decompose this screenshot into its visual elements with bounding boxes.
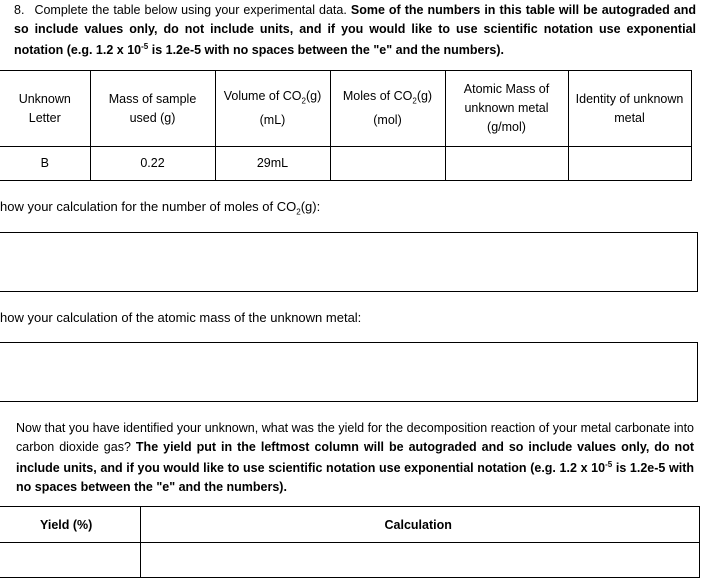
table-row (0, 147, 691, 181)
cell-mass[interactable]: 0.22 (90, 147, 215, 181)
yield-autograde-note-end: is 1.2e-5 with no spaces between the "e" and the numbers). (16, 461, 695, 494)
atomic-mass-prompt: how your calculation of the atomic mass of the unknown metal: (0, 310, 362, 325)
yield-header-row (0, 507, 699, 543)
moles-calculation-prompt: how your calculation for the number of moles of $CO_2(g)$: (0, 199, 321, 217)
yield-question (16, 419, 694, 496)
header-moles-co2: Moles of $CO_2(g)$ (mol) (330, 71, 445, 147)
cell-yield[interactable] (0, 543, 140, 578)
table-header-row (0, 71, 691, 147)
cell-calculation[interactable] (140, 543, 699, 578)
yield-table (0, 506, 700, 578)
header-identity: Identity of unknown metal (568, 71, 691, 147)
header-volume-co2: Volume of $CO_2(g)$ (mL) (215, 71, 330, 147)
atomic-mass-calculation-box[interactable] (0, 342, 698, 402)
cell-identity[interactable] (568, 147, 691, 181)
exponent: -5 (605, 460, 613, 469)
header-mass-sample: Mass of sample used (g) (90, 71, 215, 147)
yield-question-text: Now that you have identified your unknown, what was the yield for the decomposition reaction of your metal carbonate into carbon dioxide gas? (16, 421, 694, 454)
cell-atomic-mass[interactable] (445, 147, 568, 181)
cell-moles[interactable] (330, 147, 445, 181)
cell-letter[interactable]: B (0, 147, 90, 181)
moles-calculation-box[interactable] (0, 232, 698, 292)
data-table (0, 70, 692, 181)
header-unknown-letter: Unknown Letter (0, 71, 90, 147)
table-row (0, 543, 699, 578)
header-yield: Yield (%) (0, 507, 140, 543)
question-number: 8. (14, 3, 25, 17)
exponent: -5 (141, 42, 149, 51)
question-intro: Complete the table below using your experimental data. (34, 3, 347, 17)
yield-autograde-note: The yield put in the leftmost column will be autograded and so include values only, do not include units, and if you would like to use scientific notation use exponential notation (e.g. 1.2 x 10 (16, 439, 694, 476)
cell-volume[interactable]: 29mL (215, 147, 330, 181)
question-8-instructions (14, 1, 696, 60)
header-calculation: Calculation (140, 507, 699, 543)
question-autograde-note-end: is 1.2e-5 with no spaces between the "e" and the numbers). (151, 43, 504, 58)
header-atomic-mass: Atomic Mass of unknown metal (g/mol) (445, 71, 568, 147)
question-autograde-note: Some of the numbers in this table will be autograded and so include values only, do not include units, and if you would like to use scientific notation use exponential notation (e.g. 1.2 x 10 (14, 3, 697, 58)
